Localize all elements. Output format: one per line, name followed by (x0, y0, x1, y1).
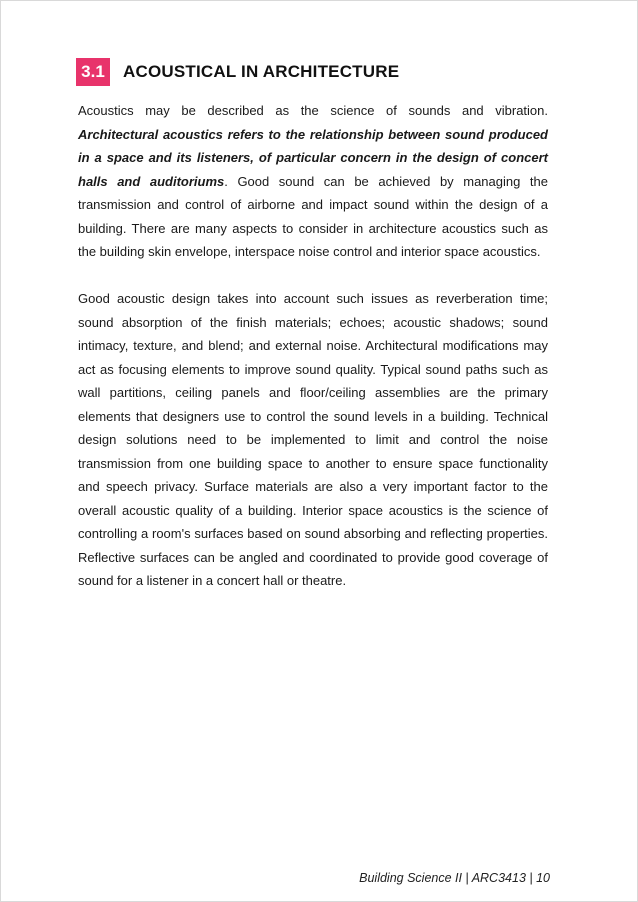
paragraph-1 (78, 99, 548, 264)
section-title: ACOUSTICAL IN ARCHITECTURE (123, 62, 400, 81)
section-heading (76, 58, 399, 86)
paragraph-1-emphasis: Architectural acoustics refers to the relationship between sound produced in a space and its listeners, of particular concern in the design of concert halls and auditoriums (78, 126, 548, 189)
body-text (78, 99, 548, 593)
page-footer: Building Science II | ARC3413 | 10 (359, 871, 550, 885)
paragraph-2: Good acoustic design takes into account such issues as reverberation time; sound absorption of the finish materials; echoes; acoustic shadows; sound intimacy, texture, and blend; and external noise. Architectural modifications may act as focusing elements to improve sound quality. Typical sound paths such as wall partitions, ceiling panels and floor/ceiling assemblies are the primary elements that designers use to control the sound levels in a building. Technical design solutions need to be implemented to limit and control the noise transmission from one building space to another to ensure space functionality and speech privacy. Surface materials are also a very important factor to the overall acoustic quality of a building. Interior space acoustics is the science of controlling a room's surfaces based on sound absorbing and reflecting properties. Reflective surfaces can be angled and coordinated to provide good coverage of sound for a listener in a concert hall or theatre. (78, 291, 548, 588)
section-number-badge: 3.1 (76, 58, 110, 86)
paragraph-1-rest: . Good sound can be achieved by managing the transmission and control of airborne and impact sound within the design of a building. There are many aspects to consider in architecture acoustics such as the building skin envelope, interspace noise control and interior space acoustics. (78, 173, 548, 259)
paragraph-1-intro: Acoustics may be described as the science of sounds and vibration. (78, 103, 548, 118)
